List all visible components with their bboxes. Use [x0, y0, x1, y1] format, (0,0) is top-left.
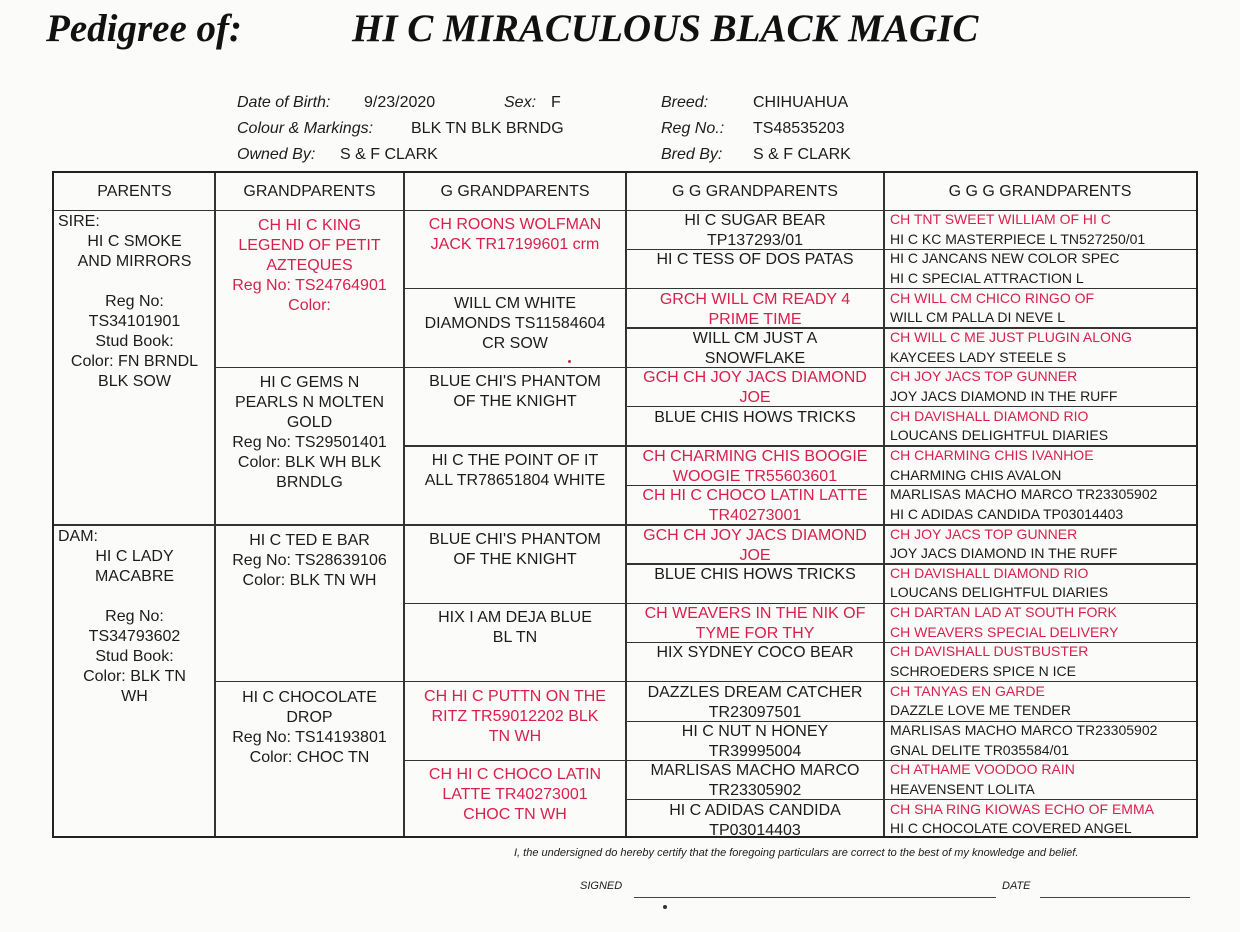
grandparent-cell-line: HI C CHOCOLATE: [242, 688, 377, 706]
ggg-grandparent-cell: CH DAVISHALL DIAMOND RIO: [890, 564, 1089, 581]
dam-details-line: HI C LADY: [95, 547, 174, 565]
g-grandparent-cell: [404, 530, 626, 603]
parent-role-label: SIRE:: [58, 213, 100, 230]
ggg-grandparent-cell: CH JOY JACS TOP GUNNER: [890, 525, 1078, 542]
g-grandparent-cell: [404, 215, 626, 288]
g-grandparent-cell-line: ALL TR78651804 WHITE: [424, 471, 606, 489]
ggg-grandparent-cell: CH JOY JACS TOP GUNNER: [890, 368, 1078, 385]
dam-details-line: TS34793602: [88, 627, 181, 645]
ggg-grandparent-cell: CH ATHAME VOODOO RAIN: [890, 761, 1075, 778]
column-header: GRANDPARENTS: [243, 182, 376, 200]
g-grandparent-cell-line: CH ROONS WOLFMAN: [428, 216, 602, 233]
ggg-grandparent-cell: SCHROEDERS SPICE N ICE: [890, 663, 1076, 680]
ggg-grandparent-cell: CH TNT SWEET WILLIAM OF HI C: [890, 211, 1111, 227]
ggg-grandparent-cell: HI C JANCANS NEW COLOR SPEC: [890, 250, 1120, 267]
grandparent-cell-line: GOLD: [286, 414, 333, 432]
gg-grandparent-cell-line: TP03014403: [709, 821, 801, 839]
grandparent-cell-line: Reg No: TS14193801: [232, 728, 387, 746]
dam-details: [54, 547, 215, 838]
gg-grandparent-cell-line: TP137293/01: [706, 232, 804, 249]
g-grandparent-cell: [404, 687, 626, 760]
grandparent-cell: [215, 216, 404, 365]
gg-grandparent-cell-line: GCH CH JOY JACS DIAMOND: [643, 526, 867, 544]
ggg-grandparent-cell: CH WILL CM CHICO RINGO OF: [890, 289, 1095, 306]
owned-value: S & F CLARK: [340, 146, 438, 163]
dam-details-line: Color: BLK TN: [83, 667, 186, 685]
gg-grandparent-cell-line: TR23305902: [708, 782, 802, 800]
g-grandparent-cell-line: BLUE CHI'S PHANTOM: [429, 373, 601, 391]
gg-grandparent-cell: [626, 761, 884, 799]
pedigree-table: [52, 171, 1198, 838]
ggg-grandparent-cell: LOUCANS DELIGHTFUL DIARIES: [890, 584, 1109, 601]
gg-grandparent-cell-line: WILL CM JUST A: [692, 329, 818, 347]
gg-grandparent-cell: [626, 368, 884, 406]
ggg-grandparent-cell: MARLISAS MACHO MARCO TR23305902: [890, 722, 1158, 739]
gg-grandparent-cell: [626, 290, 884, 328]
colour-label: Colour & Markings:: [237, 120, 374, 137]
gg-grandparent-cell-line: JOE: [739, 546, 771, 564]
g-grandparent-cell-line: HIX I AM DEJA BLUE: [438, 609, 592, 627]
grandparent-cell-line: HI C TED E BAR: [249, 531, 370, 549]
gg-grandparent-cell-line: CH WEAVERS IN THE NIK OF: [644, 605, 866, 623]
g-grandparent-cell-line: BLUE CHI'S PHANTOM: [429, 530, 601, 548]
g-grandparent-cell-line: BL TN: [492, 629, 538, 647]
ink-speck: [568, 360, 571, 363]
column-header: PARENTS: [97, 182, 172, 200]
gg-grandparent-cell: [626, 526, 884, 564]
page-title-dog-name: HI C MIRACULOUS BLACK MAGIC: [352, 7, 979, 50]
gg-grandparent-cell-line: HI C SUGAR BEAR: [684, 212, 826, 229]
gg-grandparent-cell-line: HI C ADIDAS CANDIDA: [669, 801, 841, 819]
gg-grandparent-cell-line: WOOGIE TR55603601: [672, 467, 838, 485]
ink-speck: [663, 905, 667, 909]
gg-grandparent-cell: [626, 486, 884, 524]
g-grandparent-cell-line: CHOC TN WH: [463, 806, 567, 824]
ggg-grandparent-cell: CH DAVISHALL DIAMOND RIO: [890, 407, 1089, 424]
gg-grandparent-cell: [626, 604, 884, 642]
gg-grandparent-cell-line: JOE: [739, 389, 771, 407]
g-grandparent-cell-line: CH HI C CHOCO LATIN: [428, 766, 602, 784]
date-line: [1040, 897, 1190, 898]
parent-role-label: DAM:: [58, 527, 98, 545]
grandparent-cell-line: Reg No: TS29501401: [232, 434, 387, 452]
ggg-grandparent-cell: HI C SPECIAL ATTRACTION L: [890, 269, 1084, 286]
dam-details-line: Stud Book:: [95, 647, 174, 665]
ggg-grandparent-cell: CH DAVISHALL DUSTBUSTER: [890, 643, 1089, 660]
ggg-grandparent-cell: CH WEAVERS SPECIAL DELIVERY: [890, 623, 1119, 640]
g-grandparent-cell-line: HI C THE POINT OF IT: [431, 451, 599, 469]
gg-grandparent-cell-line: GRCH WILL CM READY 4: [659, 290, 851, 308]
gg-grandparent-cell: [626, 447, 884, 485]
date-label: DATE: [1002, 880, 1031, 892]
colour-value: BLK TN BLK BRNDG: [411, 120, 564, 137]
grandparent-cell-line: PEARLS N MOLTEN: [234, 394, 385, 412]
ggg-grandparent-cell: HEAVENSENT LOLITA: [890, 781, 1035, 798]
gg-grandparent-cell-line: PRIME TIME: [708, 310, 802, 328]
dob-label: Date of Birth:: [237, 94, 331, 111]
gg-grandparent-cell-line: TR40273001: [708, 507, 802, 525]
ggg-grandparent-cell: LOUCANS DELIGHTFUL DIARIES: [890, 427, 1109, 444]
grandparent-cell-line: Color:: [288, 297, 331, 314]
grandparent-cell: [215, 531, 404, 680]
bred-label: Bred By:: [661, 146, 723, 163]
grandparent-cell-line: Color: CHOC TN: [249, 748, 370, 766]
gg-grandparent-cell: [626, 250, 884, 288]
dob-value: 9/23/2020: [364, 94, 436, 111]
gg-grandparent-cell-line: HIX SYDNEY COCO BEAR: [656, 644, 854, 662]
g-grandparent-cell-line: CR SOW: [482, 334, 548, 352]
gg-grandparent-cell-line: TR39995004: [708, 743, 802, 761]
reg-label: Reg No.:: [661, 120, 725, 137]
g-grandparent-cell-line: TN WH: [488, 727, 542, 745]
g-grandparent-cell: [404, 294, 626, 367]
ggg-grandparent-cell: CH SHA RING KIOWAS ECHO OF EMMA: [890, 800, 1154, 817]
gg-grandparent-cell: [626, 801, 884, 839]
gg-grandparent-cell-line: DAZZLES DREAM CATCHER: [647, 683, 863, 701]
sire-details-line: BLK SOW: [98, 373, 171, 390]
sire-details-line: Color: FN BRNDL: [70, 353, 199, 370]
dam-details-line: WH: [121, 687, 148, 705]
ggg-grandparent-cell: GNAL DELITE TR035584/01: [890, 741, 1069, 758]
sire-details-line: TS34101901: [88, 313, 181, 330]
sire-details-line: [54, 272, 215, 292]
ggg-grandparent-cell: CH CHARMING CHIS IVANHOE: [890, 446, 1094, 463]
dam-details-line: MACABRE: [94, 567, 175, 585]
owned-label: Owned By:: [237, 146, 316, 163]
certification-text: I, the undersigned do hereby certify that the foregoing particulars are correct to the best of my knowledge and belief.: [514, 847, 1079, 859]
g-grandparent-cell-line: CH HI C PUTTN ON THE: [424, 687, 606, 705]
gg-grandparent-cell-line: TYME FOR THY: [695, 625, 815, 643]
ggg-grandparent-cell: HI C KC MASTERPIECE L TN527250/01: [890, 230, 1146, 247]
ggg-grandparent-cell: CH DARTAN LAD AT SOUTH FORK: [890, 604, 1117, 621]
grandparent-cell-line: DROP: [286, 708, 333, 726]
grandparent-cell-line: HI C GEMS N: [259, 374, 360, 392]
sire-details-line: AND MIRRORS: [77, 253, 192, 270]
ggg-grandparent-cell: CH TANYAS EN GARDE: [890, 682, 1045, 699]
ggg-grandparent-cell: JOY JACS DIAMOND IN THE RUFF: [890, 387, 1118, 404]
gg-grandparent-cell: [626, 408, 884, 446]
dam-details-line: [54, 587, 215, 607]
gg-grandparent-cell-line: CH HI C CHOCO LATIN LATTE: [642, 487, 868, 505]
breed-value: CHIHUAHUA: [753, 94, 849, 111]
grandparent-cell-line: CH HI C KING: [257, 217, 362, 234]
ggg-grandparent-cell: MARLISAS MACHO MARCO TR23305902: [890, 486, 1158, 503]
gg-grandparent-cell-line: TR23097501: [708, 703, 802, 721]
g-grandparent-cell-line: RITZ TR59012202 BLK: [431, 707, 599, 725]
g-grandparent-cell: [404, 608, 626, 681]
gg-grandparent-cell: [626, 722, 884, 760]
column-header: G G GRANDPARENTS: [672, 182, 838, 200]
g-grandparent-cell: [404, 765, 626, 838]
g-grandparent-cell-line: JACK TR17199601 crm: [430, 236, 600, 253]
reg-value: TS48535203: [753, 120, 845, 137]
gg-grandparent-cell: [626, 329, 884, 367]
ggg-grandparent-cell: CH WILL C ME JUST PLUGIN ALONG: [890, 328, 1132, 345]
gg-grandparent-cell: [626, 565, 884, 603]
gg-grandparent-cell-line: HI C TESS OF DOS PATAS: [656, 251, 854, 269]
g-grandparent-cell: [404, 451, 626, 524]
signed-label: SIGNED: [580, 880, 623, 892]
grandparent-cell: [215, 688, 404, 837]
sire-details-line: Reg No:: [105, 293, 164, 310]
grandparent-cell-line: Reg No: TS28639106: [232, 551, 387, 569]
dam-details-line: Reg No:: [105, 607, 164, 625]
g-grandparent-cell-line: LATTE TR40273001: [442, 786, 588, 804]
gg-grandparent-cell-line: MARLISAS MACHO MARCO: [650, 762, 860, 780]
grandparent-cell-line: Color: BLK WH BLK: [237, 454, 382, 472]
gg-grandparent-cell: [626, 683, 884, 721]
ggg-grandparent-cell: DAZZLE LOVE ME TENDER: [890, 702, 1072, 719]
ggg-grandparent-cell: WILL CM PALLA DI NEVE L: [890, 309, 1066, 326]
g-grandparent-cell: [404, 372, 626, 445]
g-grandparent-cell-line: WILL CM WHITE: [453, 294, 577, 312]
sex-label: Sex:: [504, 94, 537, 111]
gg-grandparent-cell-line: CH CHARMING CHIS BOOGIE: [642, 447, 868, 465]
sire-details-line: Stud Book:: [95, 333, 174, 350]
sire-details-line: HI C SMOKE: [87, 233, 182, 250]
column-header: G G G GRANDPARENTS: [948, 182, 1132, 200]
sex-value: F: [551, 94, 561, 111]
signature-line: [634, 897, 996, 898]
page-title-label: Pedigree of:: [46, 7, 242, 50]
gg-grandparent-cell-line: SNOWFLAKE: [704, 349, 806, 367]
gg-grandparent-cell-line: HI C NUT N HONEY: [681, 723, 829, 741]
grandparent-cell: [215, 373, 404, 522]
ggg-grandparent-cell: HI C ADIDAS CANDIDA TP03014403: [890, 505, 1124, 522]
g-grandparent-cell-line: OF THE KNIGHT: [453, 393, 577, 411]
ggg-grandparent-cell: CHARMING CHIS AVALON: [890, 466, 1062, 483]
column-header: G GRANDPARENTS: [440, 182, 590, 200]
sire-details: [54, 232, 215, 523]
ggg-grandparent-cell: KAYCEES LADY STEELE S: [890, 348, 1067, 365]
gg-grandparent-cell: [626, 643, 884, 681]
grandparent-cell-line: AZTEQUES: [266, 257, 353, 274]
g-grandparent-cell-line: DIAMONDS TS11584604: [424, 314, 606, 332]
gg-grandparent-cell-line: GCH CH JOY JACS DIAMOND: [643, 369, 867, 387]
grandparent-cell-line: Reg No: TS24764901: [232, 277, 387, 294]
bred-value: S & F CLARK: [753, 146, 851, 163]
g-grandparent-cell-line: OF THE KNIGHT: [453, 550, 577, 568]
grandparent-cell-line: Color: BLK TN WH: [242, 571, 377, 589]
gg-grandparent-cell-line: BLUE CHIS HOWS TRICKS: [654, 408, 856, 426]
ggg-grandparent-cell: HI C CHOCOLATE COVERED ANGEL: [890, 820, 1132, 837]
breed-label: Breed:: [661, 94, 709, 111]
grandparent-cell-line: LEGEND OF PETIT: [238, 237, 381, 254]
grandparent-cell-line: BRNDLG: [276, 474, 343, 492]
gg-grandparent-cell-line: BLUE CHIS HOWS TRICKS: [654, 565, 856, 583]
gg-grandparent-cell: [626, 211, 884, 249]
ggg-grandparent-cell: JOY JACS DIAMOND IN THE RUFF: [890, 545, 1118, 562]
